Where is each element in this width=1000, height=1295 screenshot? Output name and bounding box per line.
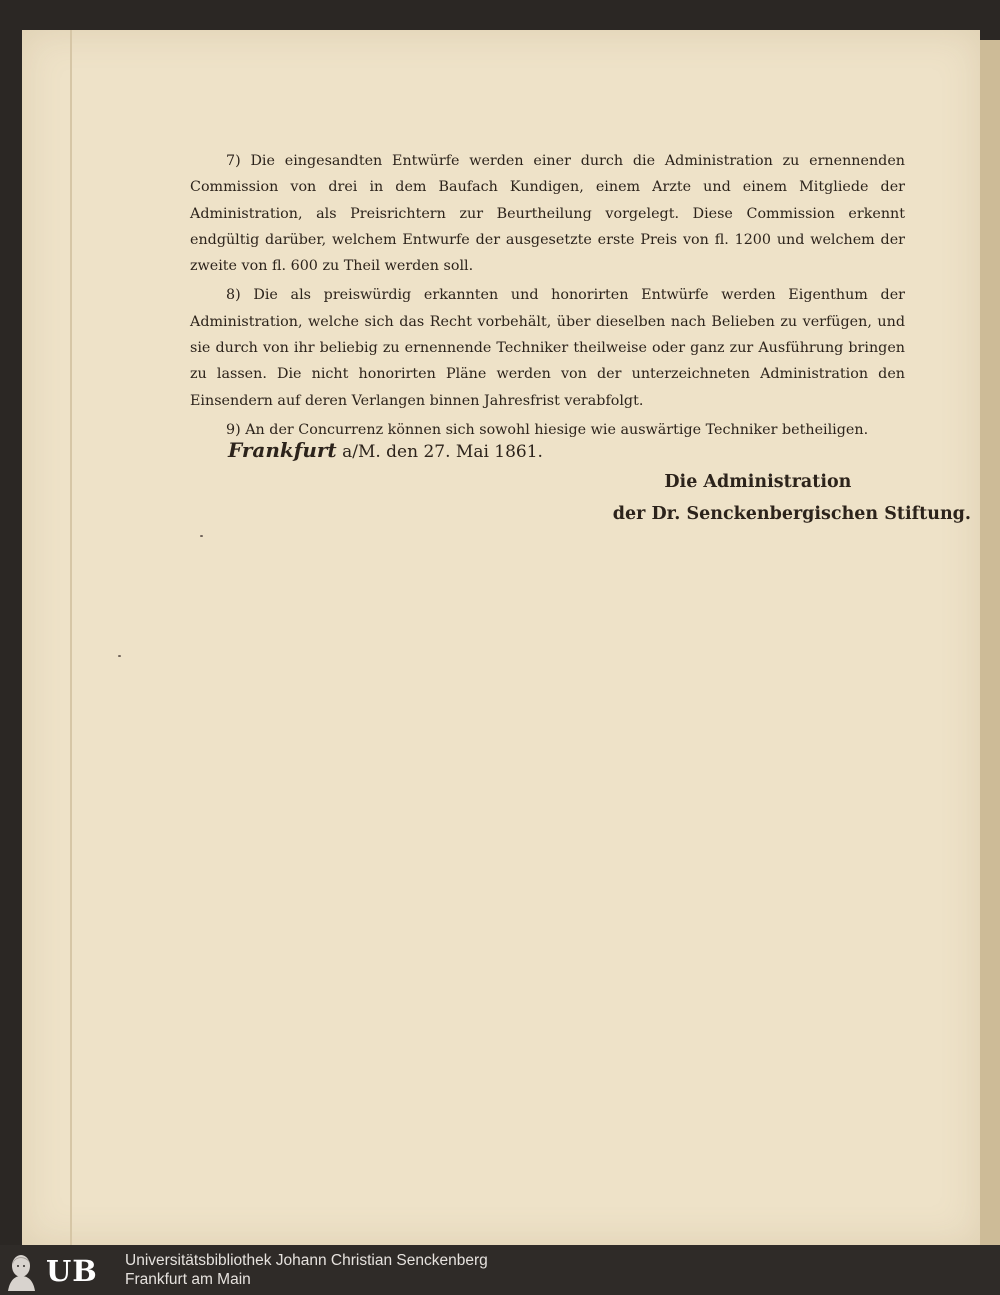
dateline [228,438,543,462]
paragraph-9: 9) An der Concurrenz können sich sowohl hiesige wie auswärtige Techniker betheiligen. [226,421,869,438]
dateline-date: den 27. Mai 1861. [386,442,543,462]
library-logo[interactable] [0,1251,118,1291]
paper-speck [200,535,203,537]
dateline-city-suffix: a/M. [342,442,381,462]
library-logo-text: UB [46,1254,98,1288]
library-name: Universitätsbibliothek Johann Christian Senckenberg [125,1252,488,1269]
signature-block [612,466,971,530]
signature-line-2: der Dr. Senckenbergischen Stiftung. [612,504,971,524]
signature-line-1: Die Administration [664,472,852,492]
paper-speck [118,655,121,657]
library-location: Frankfurt am Main [125,1271,251,1288]
next-page-edge [980,40,1000,1245]
dateline-city: Frankfurt [228,438,337,462]
senckenberg-bust-icon [0,1251,40,1291]
library-footer-bar [0,1245,1000,1295]
document-body [190,148,905,446]
page-fold-line [70,30,72,1245]
library-attribution [125,1251,488,1289]
paragraph-8: 8) Die als preiswürdig erkannten und honorirten Entwürfe werden Eigenthum der Administration, welche sich das Recht vorbehält, über dieselben nach Belieben zu verfügen, und sie durch von ihr beliebig zu ernennende Techniker theilweise oder ganz zur Ausführung bringen zu lassen. Die nicht honorirten Pläne werden von der unterzeichneten Administration den Einsendern auf deren Verlangen binnen Jahresfrist verabfolgt. [190,287,905,409]
paragraph-7: 7) Die eingesandten Entwürfe werden einer durch die Administration zu ernennenden Commission von drei in dem Baufach Kundigen, einem Arzte und einem Mitgliede der Administration, als Preisrichtern zur Beurtheilung vorgelegt. Diese Commission erkennt endgültig darüber, welchem Entwurfe der ausgesetzte erste Preis von fl. 1200 und welchem der zweite von fl. 600 zu Theil werden soll. [190,153,905,275]
